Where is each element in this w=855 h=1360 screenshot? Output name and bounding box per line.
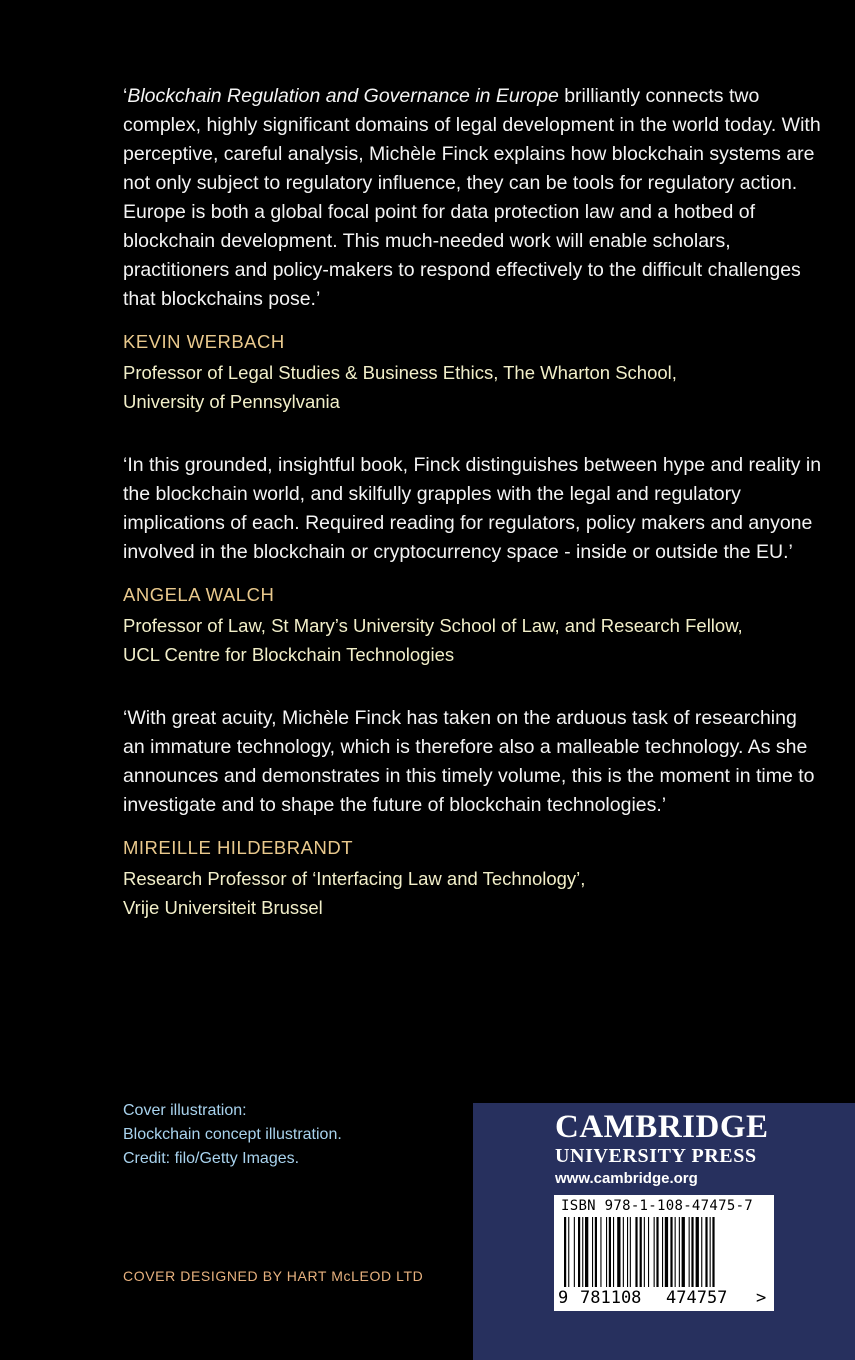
author-role-3-line-1: Research Professor of ‘Interfacing Law and Technology’, <box>123 868 586 889</box>
barcode-digit-lead: 9 <box>558 1288 569 1308</box>
isbn-barcode <box>554 1195 774 1311</box>
author-role-1-line-2: University of Pennsylvania <box>123 391 340 412</box>
credit-line-1: Cover illustration: <box>123 1102 247 1119</box>
cover-designer: COVER DESIGNED BY HART McLEOD LTD <box>123 1268 424 1284</box>
publisher-logo-name: CAMBRIDGE <box>555 1109 769 1145</box>
author-role-2-line-2: UCL Centre for Blockchain Technologies <box>123 644 455 665</box>
author-name-2: ANGELA WALCH <box>123 584 275 605</box>
author-role-1-line-1: Professor of Legal Studies & Business Ethics, The Wharton School, <box>123 362 677 383</box>
credit-line-3: Credit: filo/Getty Images. <box>123 1150 300 1167</box>
credit-line-2: Blockchain concept illustration. <box>123 1126 342 1143</box>
barcode-digits-left: 781108 <box>580 1288 642 1308</box>
quote-2: ‘In this grounded, insightful book, Finck distinguishes between hype and reality in the blockchain world, and skilfully grapples with the legal and regulatory implications of each. Required reading for regulators, policy makers and anyone involved in the blockchain or cryptocurrency space - inside or outside the EU.’ <box>123 454 822 563</box>
quote-1-text: brilliantly connects two complex, highly significant domains of legal development in the world today. With perceptive, careful analysis, Michèle Finck explains how blockchain systems are not only subject to regulatory influence, they can be tools for regulatory action. Europe is both a global focal point for data protection law and a hotbed of blockchain development. This much-needed work will enable scholars, practitioners and policy-makers to respond effectively to the difficult challenges that blockchains pose.’ <box>123 85 821 310</box>
isbn-label: ISBN 978-1-108-47475-7 <box>561 1198 754 1214</box>
author-name-3: MIREILLE HILDEBRANDT <box>123 837 353 858</box>
publisher-url: www.cambridge.org <box>555 1170 698 1187</box>
quote-3: ‘With great acuity, Michèle Finck has taken on the arduous task of researching an immature technology, which is therefore also a malleable technology. As she announces and demonstrates in this timely volume, this is the moment in time to investigate and to shape the future of blockchain technologies.’ <box>123 707 815 816</box>
cover-credit <box>123 1099 342 1171</box>
endorsements <box>123 82 823 922</box>
book-title: Blockchain Regulation and Governance in Europe <box>127 85 559 107</box>
publisher-logo-press: UNIVERSITY PRESS <box>555 1145 757 1167</box>
quote-1 <box>123 82 823 314</box>
barcode-bars <box>564 1217 764 1291</box>
author-role-2-line-1: Professor of Law, St Mary’s University School of Law, and Research Fellow, <box>123 615 743 636</box>
author-role-3-line-2: Vrije Universiteit Brussel <box>123 897 323 918</box>
barcode-digit-quiet: > <box>756 1288 767 1308</box>
barcode-digits-right: 474757 <box>666 1288 728 1308</box>
author-name-1: KEVIN WERBACH <box>123 331 285 352</box>
quote-1-open: ‘ <box>123 85 128 107</box>
